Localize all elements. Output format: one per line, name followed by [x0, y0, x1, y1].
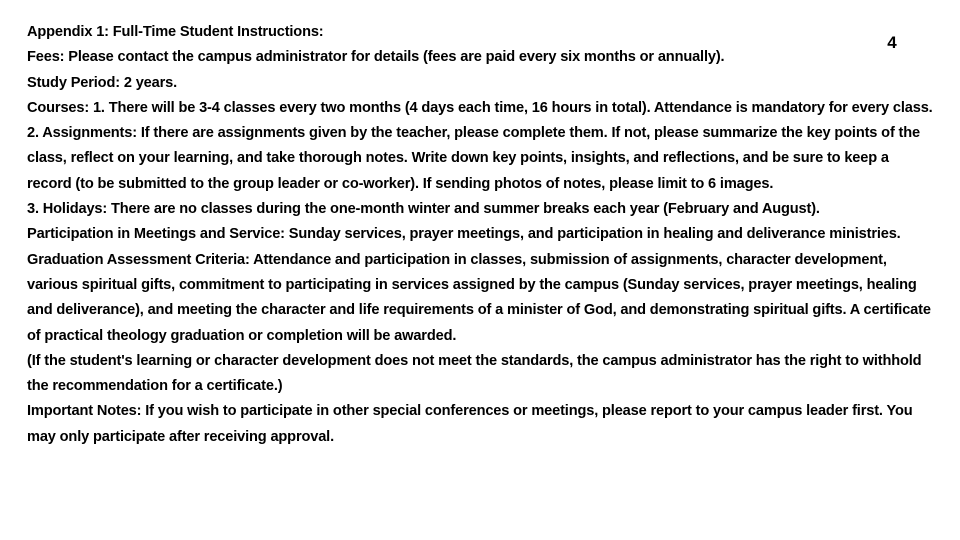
certificate-note-paragraph: (If the student's learning or character development does not meet the standards, the campus administrator has the right to withhold the recommendation for a certificate.) — [27, 352, 922, 395]
assignments-paragraph: 2. Assignments: If there are assignments given by the teacher, please complete them. If not, please summarize the key points of the class, reflect on your learning, and take thorough notes. Write down key points, insights, and reflections, and be sure to keep a record (to be submitted to the group leader or co-worker). If sending photos of notes, please limit to 6 images. — [27, 125, 921, 192]
important-notes-paragraph: Important Notes: If you wish to participate in other special conferences or meetings, please report to your campus leader first. You may only participate after receiving approval. — [27, 403, 913, 445]
graduation-criteria-paragraph: Graduation Assessment Criteria: Attendance and participation in classes, submission of assignments, character development, various spiritual gifts, commitment to participating in services assigned by the campus (Sunday services, prayer meetings, healing and deliverance), and meeting the character and life requirements of a minister of God, and demonstrating spiritual gifts. A certificate of practical theology graduation or completion will be awarded. — [27, 251, 931, 344]
instructions-body — [27, 20, 937, 450]
page-number: 4 — [887, 33, 897, 52]
fees-paragraph: Fees: Please contact the campus administrator for details (fees are paid every six months or annually). — [27, 49, 725, 66]
study-period-paragraph: Study Period: 2 years. — [27, 74, 177, 91]
appendix-title: Appendix 1: Full-Time Student Instructions: — [27, 24, 324, 40]
holidays-paragraph: 3. Holidays: There are no classes during the one-month winter and summer breaks each year (February and August). — [27, 201, 820, 218]
courses-paragraph: Courses: 1. There will be 3-4 classes every two months (4 days each time, 16 hours in total). Attendance is mandatory for every class. — [27, 99, 933, 116]
participation-paragraph: Participation in Meetings and Service: Sunday services, prayer meetings, and participation in healing and deliverance ministries. — [27, 226, 901, 243]
